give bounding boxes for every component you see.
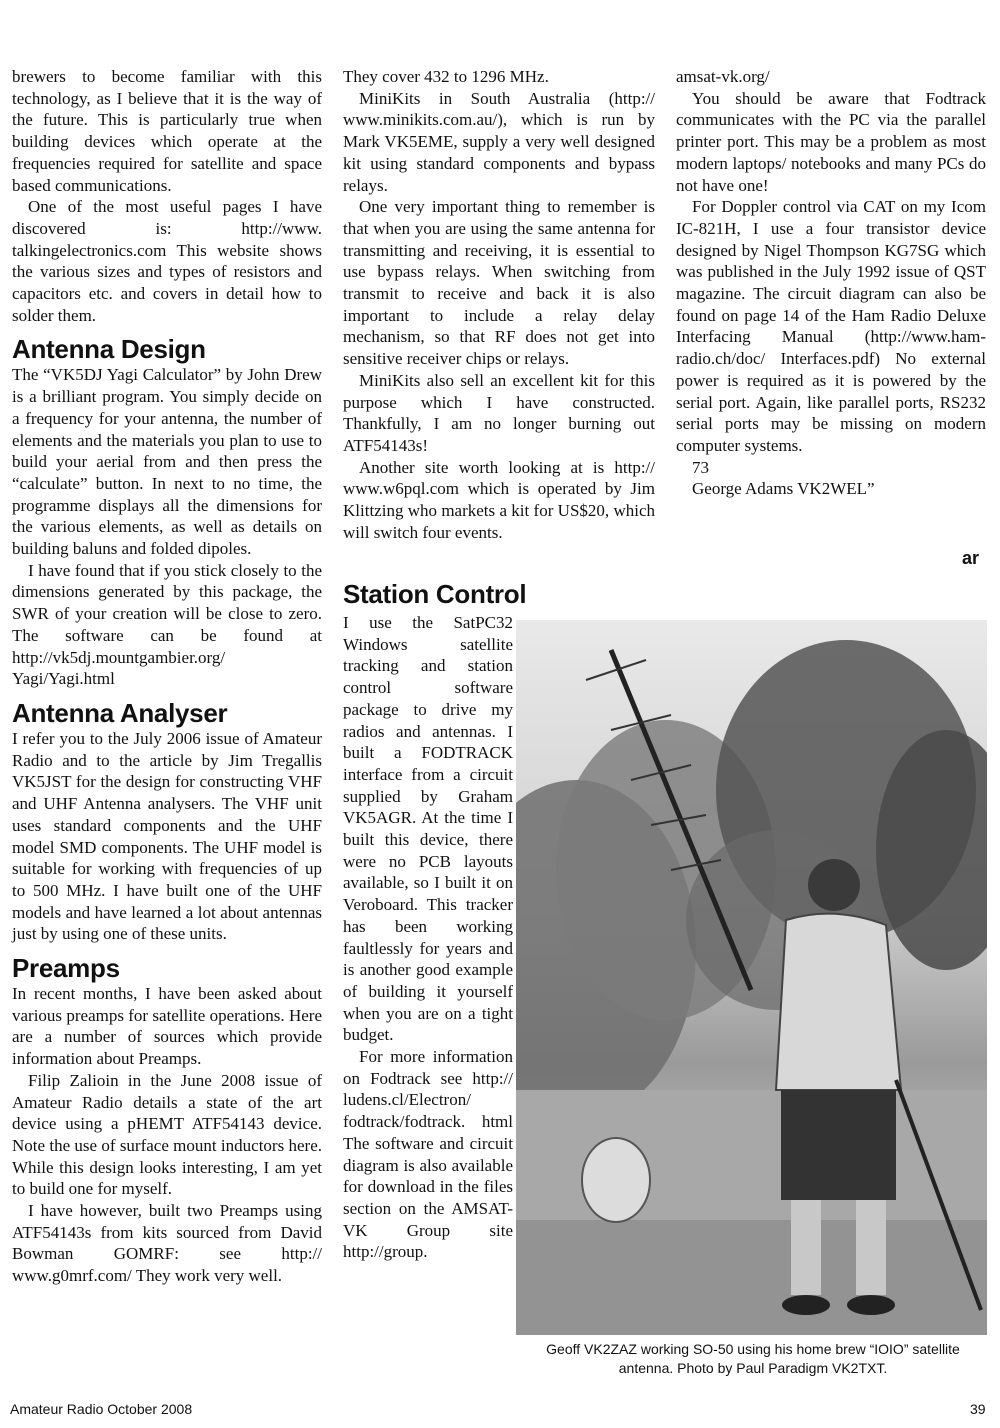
footer-publication: Amateur Radio October 2008 <box>10 1401 193 1417</box>
paragraph: They cover 432 to 1296 MHz. <box>343 67 549 86</box>
paragraph: For more information on Fodtrack see http:// ludens.cl/Electron/ fodtrack/fodtrack. html The software and circuit diagram is also available for download in the files section on the AMSAT-VK Group site http://group. <box>343 1047 513 1262</box>
column-2 <box>343 66 655 543</box>
antenna-photo <box>516 620 987 1335</box>
photo-caption: Geoff VK2ZAZ working SO-50 using his home brew “IOIO” satellite antenna. Photo by Paul Paradigm VK2TXT. <box>546 1341 960 1376</box>
page-number: 39 <box>970 1401 986 1417</box>
column-3 <box>676 66 986 500</box>
paragraph: You should be aware that Fodtrack communicates with the PC via the parallel printer port. This may be a problem as most modern laptops/ notebooks and many PCs do not have one! <box>676 88 986 195</box>
heading-antenna-analyser: Antenna Analyser <box>12 697 228 728</box>
paragraph: I refer you to the July 2006 issue of Amateur Radio and to the article by Jim Tregallis VK5JST for the design for constructing VHF and UHF Antenna analysers. The VHF unit uses standard components and the UHF model SMD components. The UHF model is suitable for working with frequencies of up to 500 MHz. I have built one of the UHF models and have learned a lot about antennas just by using one of these units. <box>12 728 322 944</box>
paragraph: I use the SatPC32 Windows satellite tracking and station control software package to drive my radios and antennas. I built a FODTRACK interface from a circuit supplied by Graham VK5AGR. At the time I built this device, there were no PCB layouts available, so I built it on Veroboard. This tracker has been working faultlessly for years and is another good example of building it yourself when you are on a tight budget. <box>343 613 513 1045</box>
photo-illustration <box>516 620 987 1335</box>
heading-preamps: Preamps <box>12 953 120 984</box>
paragraph: brewers to become familiar with this technology, as I believe that it is the way of the future. This is particularly true when building devices which operate at the frequencies required for satellite and space based communications. <box>12 67 322 195</box>
paragraph: amsat-vk.org/ <box>676 67 770 86</box>
paragraph: Filip Zalioin in the June 2008 issue of Amateur Radio details a state of the art device using a pHEMT ATF54143 device. Note the use of surface mount inductors here. While this design looks interesting, I am yet to build one for myself. <box>12 1070 322 1199</box>
paragraph: In recent months, I have been asked about various preamps for satellite operations. Here are a number of sources which provide information about Preamps. <box>12 984 322 1069</box>
paragraph: I have found that if you stick closely to the dimensions generated by this package, the SWR of your creation will be close to zero. The software can be found at http://vk5dj.mountgambier.org/ Yagi/Yagi.html <box>12 560 322 689</box>
heading-antenna-design: Antenna Design <box>12 334 206 365</box>
paragraph: I have however, built two Preamps using ATF54143s from kits sourced from David Bowman GOMRF: see http:// www.g0mrf.com/ They work very well. <box>12 1201 322 1286</box>
column-2-lower <box>343 579 527 1263</box>
paragraph: One of the most useful pages I have discovered is: http://www. talkingelectronics.com This website shows the various sizes and types of resistors and capacitors etc. and covers in detail how to solder them. <box>12 197 322 325</box>
column-1 <box>12 66 322 1287</box>
heading-station-control: Station Control <box>343 579 527 609</box>
paragraph: MiniKits also sell an excellent kit for this purpose which I have constructed. Thankfully, I am no longer burning out ATF54143s! <box>343 370 655 455</box>
paragraph: The “VK5DJ Yagi Calculator” by John Drew is a brilliant program. You simply decide on a frequency for your antenna, the number of elements and the materials you plan to use to build your aerial from and then press the “calculate” button. In next to no time, the programme displays all the dimensions for the various elements, as well as details on building baluns and folded dipoles. <box>12 365 322 559</box>
paragraph: One very important thing to remember is that when you are using the same antenna for transmitting and receiving, it is essential to use bypass relays. When switching from transmit to receive and back it is also important to include a relay delay mechanism, so that RF does not get into sensitive receiver chips or relays. <box>343 197 655 369</box>
paragraph: George Adams VK2WEL” <box>692 479 875 499</box>
paragraph: For Doppler control via CAT on my Icom IC-821H, I use a four transistor device designed by Nigel Thompson KG7SG which was published in the July 1992 issue of QST magazine. The circuit diagram can also be found on page 14 of the Ham Radio Deluxe Interfacing Manual (http://www.ham-radio.ch/doc/ Interfaces.pdf) No external power is required as it is powered by the serial port. Again, like parallel ports, RS232 serial ports may be missing on modern computer systems. <box>676 197 986 455</box>
end-mark: ar <box>962 548 980 568</box>
paragraph: 73 <box>692 457 709 477</box>
paragraph: MiniKits in South Australia (http:// www.minikits.com.au/), which is run by Mark VK5EME, supply a very well designed kit using standard components and bypass relays. <box>343 88 655 195</box>
paragraph: Another site worth looking at is http:// www.w6pql.com which is operated by Jim Klittzing who markets a kit for US$20, which will switch four events. <box>343 457 655 542</box>
